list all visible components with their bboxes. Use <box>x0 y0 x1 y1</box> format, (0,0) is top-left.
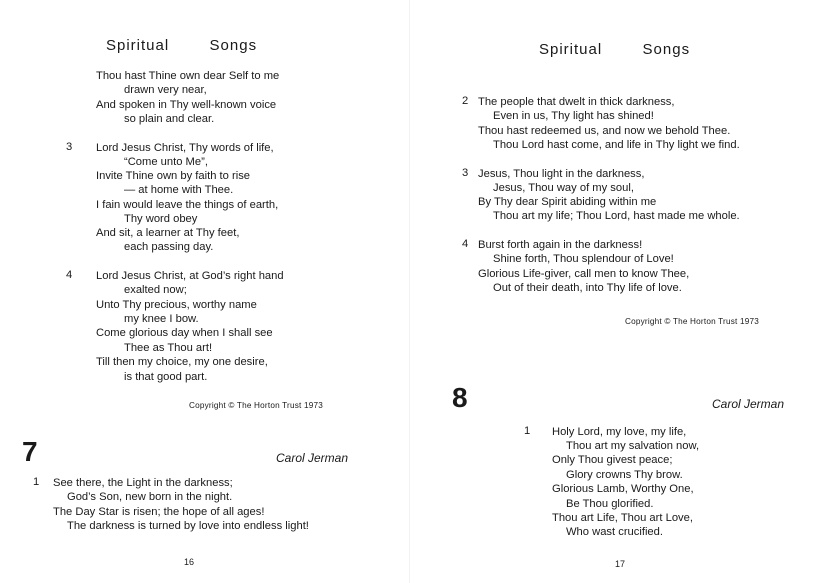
verse-line: is that good part. <box>124 371 208 383</box>
verse-number: 3 <box>462 167 469 179</box>
verse-line: Out of their death, into Thy life of love. <box>493 282 682 294</box>
verse-line: Burst forth again in the darkness! <box>478 239 643 251</box>
verse-line: Shine forth, Thou splendour of Love! <box>493 253 674 265</box>
page-number: 16 <box>184 557 195 567</box>
verse-number: 3 <box>66 141 73 153</box>
verse-line: drawn very near, <box>124 84 207 96</box>
verse-line: Invite Thine own by faith to rise <box>96 170 251 182</box>
verse-line: Thou Lord hast come, and life in Thy light we find. <box>493 139 740 151</box>
verse-line: Only Thou givest peace; <box>552 454 673 466</box>
verse-line: And sit, a learner at Thy feet, <box>96 227 240 239</box>
verse-line: “Come unto Me”, <box>124 156 208 168</box>
verse-line: Be Thou glorified. <box>566 498 654 510</box>
left-running-header <box>106 37 257 54</box>
verse-line: The people that dwelt in thick darkness, <box>478 96 675 108</box>
verse-line: Glorious Lamb, Worthy One, <box>552 483 694 495</box>
verse-line: The darkness is turned by love into endless light! <box>67 520 309 532</box>
verse-line: I fain would leave the things of earth, <box>96 199 279 211</box>
verse-number: 2 <box>462 95 469 107</box>
page-number: 17 <box>615 559 626 569</box>
verse-line: God’s Son, new born in the night. <box>67 491 233 503</box>
header-word-songs: Songs <box>642 41 691 58</box>
verse-line: Jesus, Thou light in the darkness, <box>478 168 645 180</box>
page-gutter <box>409 0 410 583</box>
verse-line: Lord Jesus Christ, at God’s right hand <box>96 270 284 282</box>
verse-line: Thou art my life; Thou Lord, hast made me whole. <box>493 210 740 222</box>
verse-line: — at home with Thee. <box>124 184 234 196</box>
verse-line: By Thy dear Spirit abiding within me <box>478 196 657 208</box>
verse-line: The Day Star is risen; the hope of all ages! <box>53 506 265 518</box>
song-author: Carol Jerman <box>712 397 785 411</box>
verse-line: Thy word obey <box>124 213 198 225</box>
copyright-notice: Copyright © The Horton Trust 1973 <box>189 401 323 410</box>
verse-line: Thou hast redeemed us, and now we behold Thee. <box>478 125 731 137</box>
song-number: 8 <box>452 382 468 413</box>
verse-line: exalted now; <box>124 284 187 296</box>
verse-line: Even in us, Thy light has shined! <box>493 110 654 122</box>
right-running-header <box>539 41 690 58</box>
song-number: 7 <box>22 436 38 467</box>
verse-line: Thee as Thou art! <box>124 342 213 354</box>
verse-line: Glorious Life-giver, call men to know Thee, <box>478 268 690 280</box>
header-word-spiritual: Spiritual <box>539 41 603 58</box>
verse-line: Thou art my salvation now, <box>566 440 700 452</box>
verse-number: 1 <box>524 425 531 437</box>
verse-line: Lord Jesus Christ, Thy words of life, <box>96 142 274 154</box>
verse-line: And spoken in Thy well-known voice <box>96 99 277 111</box>
verse-line: Jesus, Thou way of my soul, <box>493 182 634 194</box>
verse-line: Unto Thy precious, worthy name <box>96 299 257 311</box>
verse-line: Who wast crucified. <box>566 526 663 538</box>
verse-number: 4 <box>66 269 73 281</box>
header-word-songs: Songs <box>209 37 258 54</box>
verse-number: 4 <box>462 238 469 250</box>
verse-line: See there, the Light in the darkness; <box>53 477 233 489</box>
verse-line: each passing day. <box>124 241 214 253</box>
song-author: Carol Jerman <box>276 451 349 465</box>
verse-line: Thou hast Thine own dear Self to me <box>96 70 280 82</box>
verse-line: Glory crowns Thy brow. <box>566 469 683 481</box>
verse-line: Till then my choice, my one desire, <box>96 356 268 368</box>
verse-number: 1 <box>33 476 40 488</box>
header-word-spiritual: Spiritual <box>106 37 170 54</box>
verse-line: my knee I bow. <box>124 313 199 325</box>
verse-line: so plain and clear. <box>124 113 215 125</box>
verse-line: Come glorious day when I shall see <box>96 327 273 339</box>
verse-line: Thou art Life, Thou art Love, <box>552 512 693 524</box>
copyright-notice: Copyright © The Horton Trust 1973 <box>625 317 759 326</box>
verse-line: Holy Lord, my love, my life, <box>552 426 687 438</box>
